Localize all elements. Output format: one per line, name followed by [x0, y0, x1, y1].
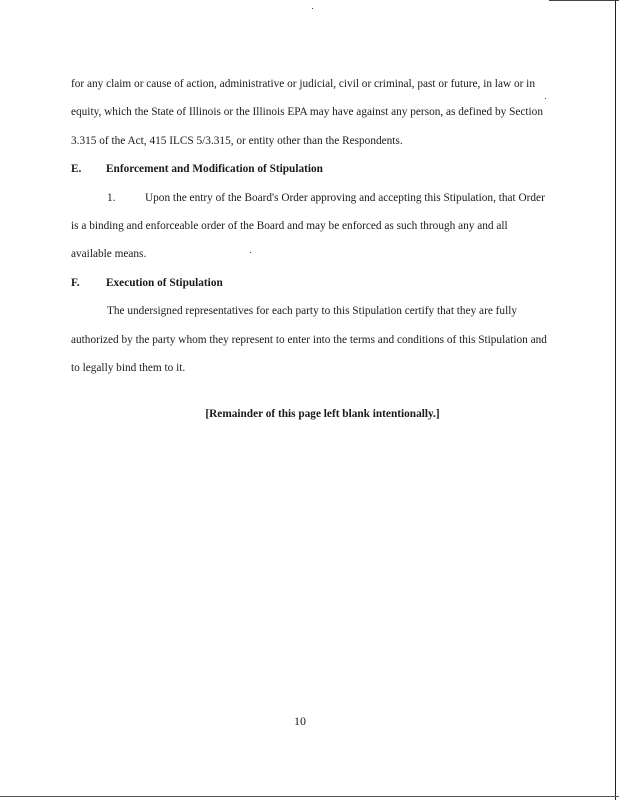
section-f-letter: F.: [71, 276, 80, 289]
section-e-item-number: 1.: [107, 191, 116, 204]
continued-paragraph: for any claim or cause of action, administrative or judicial, civil or criminal, past or future, in law or in equity, which the State of Illinois or the Illinois EPA may have against any person, as defined by Section 3.315 of the Act, 415 ILCS 5/3.315, or entity other than the Respondents.: [71, 78, 543, 147]
section-f-text: The undersigned representatives for each party to this Stipulation certify that they are fully authorized by the party whom they represent to enter into the terms and conditions of this Stipulation and to legally bind them to it.: [71, 305, 547, 375]
section-e-heading: [71, 155, 551, 183]
section-e-item-text: Upon the entry of the Board's Order approving and accepting this Stipulation, that Order is a binding and enforceable order of the Board and may be enforced as such through any and all available means.: [71, 191, 545, 261]
scan-edge-bottom: [0, 796, 619, 797]
remainder-blank-note: [Remainder of this page left blank intentionally.]: [205, 408, 440, 420]
section-e-title: Enforcement and Modification of Stipulation: [106, 163, 323, 176]
section-f-title: Execution of Stipulation: [106, 276, 223, 289]
scan-edge-top: [549, 0, 619, 1]
document-body: [71, 70, 551, 382]
section-f-heading: [71, 269, 551, 297]
page-number: 10: [294, 714, 306, 728]
scan-edge-right: [615, 0, 616, 800]
section-e-letter: E.: [71, 163, 82, 176]
section-e-item: [71, 184, 551, 269]
scan-speck: [312, 8, 313, 9]
